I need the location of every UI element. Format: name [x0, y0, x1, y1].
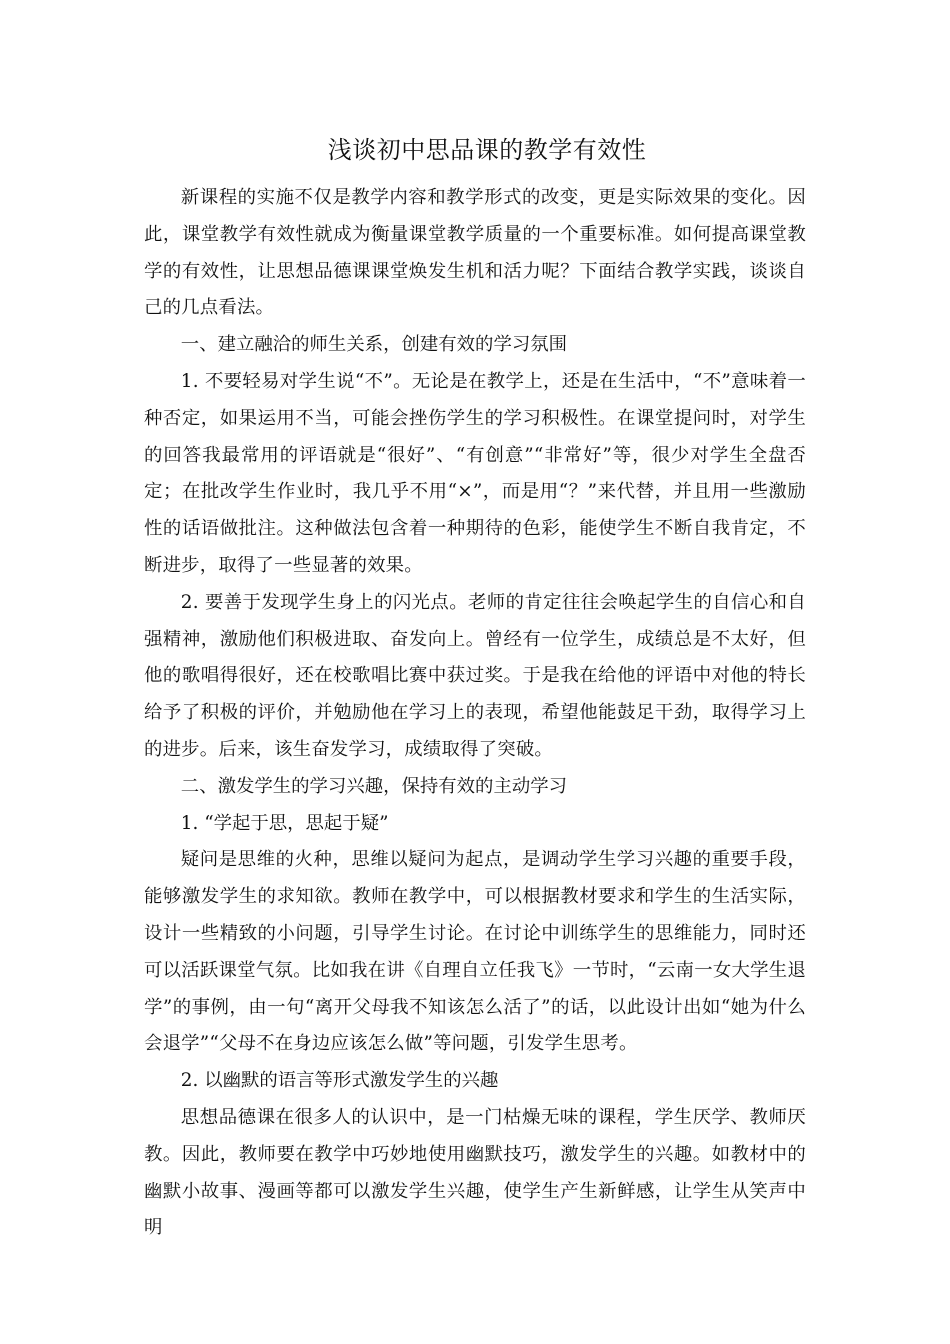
document-body — [144, 128, 806, 1247]
paragraph-2-1: 疑问是思维的火种，思维以疑问为起点，是调动学生学习兴趣的重要手段，能够激发学生的求知欲。教师在教学中，可以根据教材要求和学生的生活实际，设计一些精致的小问题，引导学生讨论。在讨论中训练学生的思维能力，同时还可以活跃课堂气氛。比如我在讲《自理自立任我飞》一节时，“云南一女大学生退学”的事例，由一句“离开父母我不知该怎么活了”的话，以此设计出如“她为什么会退学”“父母不在身边应该怎么做”等问题，引发学生思考。 — [144, 849, 806, 1055]
paragraph-1-2: 2. 要善于发现学生身上的闪光点。老师的肯定往往会唤起学生的自信心和自强精神，激励他们积极进取、奋发向上。曾经有一位学生，成绩总是不太好，但他的歌唱得很好，还在校歌唱比赛中获过奖。于是我在给他的评语中对他的特长给予了积极的评价，并勉励他在学习上的表现，希望他能鼓足干劲，取得学习上的进步。后来，该生奋发学习，成绩取得了突破。 — [144, 591, 806, 760]
paragraph-2-2: 思想品德课在很多人的认识中，是一门枯燥无味的课程，学生厌学、教师厌教。因此，教师要在教学中巧妙地使用幽默技巧，激发学生的兴趣。如教材中的幽默小故事、漫画等都可以激发学生兴趣，使学生产生新鲜感，让学生从笑声中明 — [144, 1106, 806, 1239]
subheading-2-1: 1. “学起于思，思起于疑” — [180, 812, 389, 834]
intro-paragraph: 新课程的实施不仅是教学内容和教学形式的改变，更是实际效果的变化。因此，课堂教学有效性就成为衡量课堂教学质量的一个重要标准。如何提高课堂教学的有效性，让思想品德课课堂焕发生机和活力呢？下面结合教学实践，谈谈自己的几点看法。 — [144, 187, 806, 319]
document-title: 浅谈初中思品课的教学有效性 — [327, 136, 647, 164]
section-heading-1: 一、建立融洽的师生关系，创建有效的学习氛围 — [180, 334, 568, 356]
paragraph-1-1: 1. 不要轻易对学生说“不”。无论是在教学上，还是在生活中，“不”意味着一种否定，如果运用不当，可能会挫伤学生的学习积极性。在课堂提问时，对学生的回答我最常用的评语就是“很好”、“有创意”“非常好”等，很少对学生全盘否定；在批改学生作业时，我几乎不用“×”，而是用“？”来代替，并且用一些激励性的话语做批注。这种做法包含着一种期待的色彩，能使学生不断自我肯定，不断进步，取得了一些显著的效果。 — [144, 370, 806, 576]
section-heading-2: 二、激发学生的学习兴趣，保持有效的主动学习 — [180, 775, 568, 797]
subheading-2-2: 2. 以幽默的语言等形式激发学生的兴趣 — [180, 1070, 499, 1092]
